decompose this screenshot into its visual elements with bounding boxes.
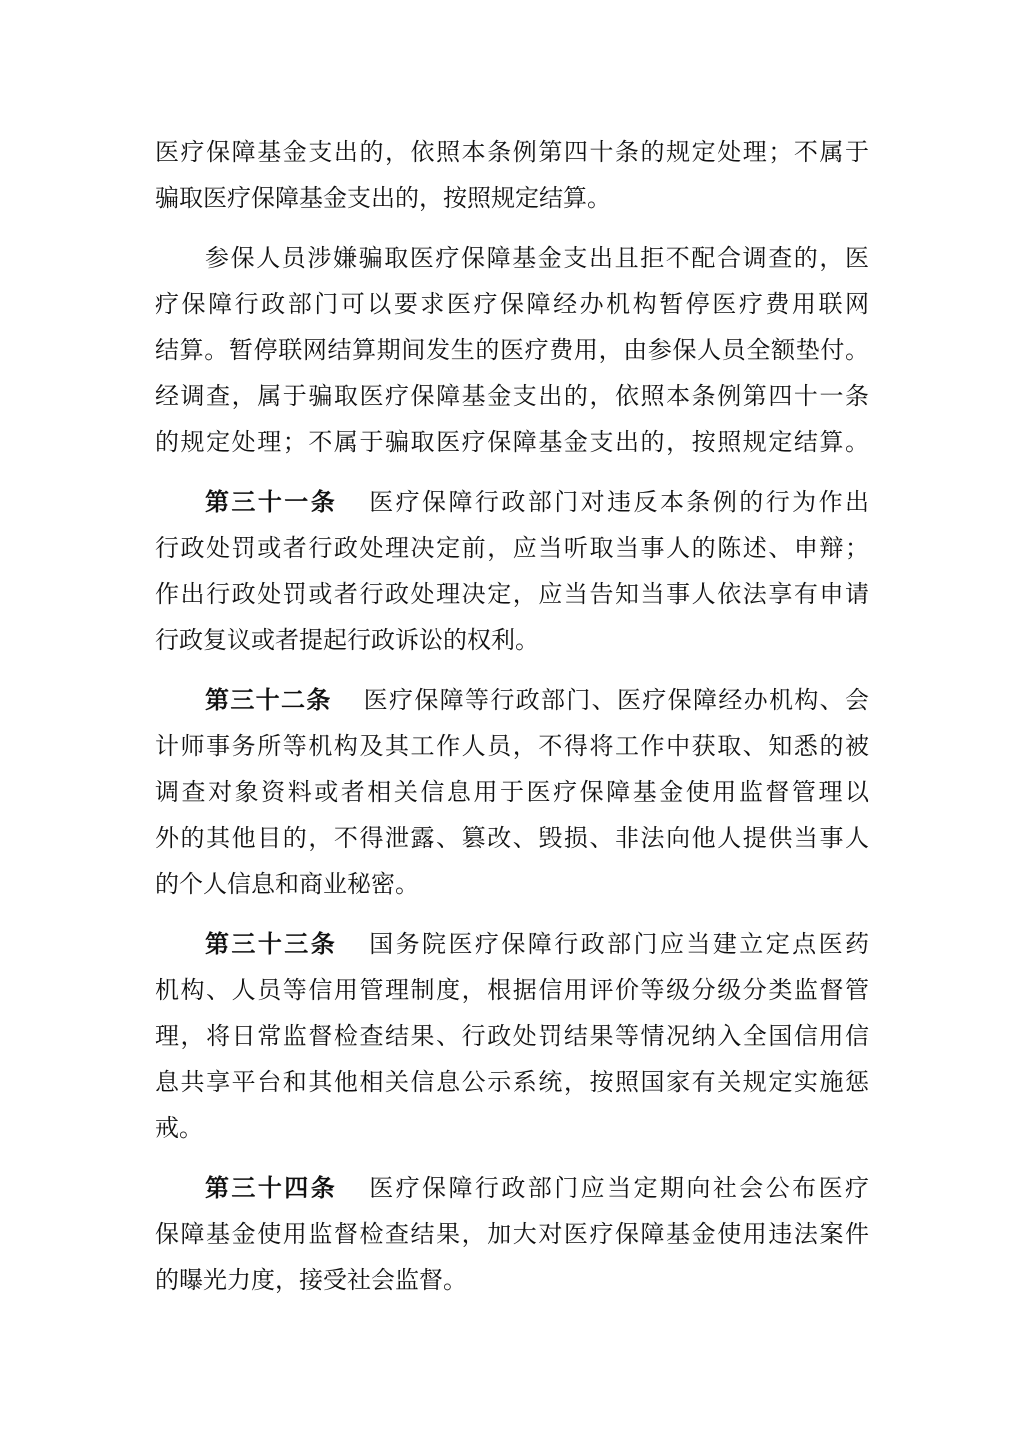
text-line: 医疗保障基金支出的，依照本条例第四十条的规定处理；不属于 xyxy=(155,138,869,166)
text-line: 的规定处理；不属于骗取医疗保障基金支出的，按照规定结算。 xyxy=(155,428,869,456)
text-line: 息共享平台和其他相关信息公示系统，按照国家有关规定实施惩 xyxy=(155,1068,869,1096)
text-line: 戒。 xyxy=(155,1114,203,1142)
paragraph xyxy=(155,235,869,465)
article-paragraph xyxy=(155,921,869,1151)
text-line xyxy=(155,479,869,525)
text-line: 机构、人员等信用管理制度，根据信用评价等级分级分类监督管 xyxy=(155,976,869,1004)
article-text: 国务院医疗保障行政部门应当建立定点医药 xyxy=(369,930,870,958)
text-line xyxy=(155,677,869,723)
paragraph xyxy=(155,129,869,221)
text-line xyxy=(155,921,869,967)
text-line: 的曝光力度，接受社会监督。 xyxy=(155,1266,467,1294)
article-number: 第三十一条 xyxy=(205,488,338,516)
article-paragraph xyxy=(155,677,869,907)
text-line: 行政处罚或者行政处理决定前，应当听取当事人的陈述、申辩； xyxy=(155,534,869,562)
text-line: 行政复议或者提起行政诉讼的权利。 xyxy=(155,626,539,654)
text-line: 骗取医疗保障基金支出的，按照规定结算。 xyxy=(155,184,611,212)
document-page xyxy=(155,129,869,1303)
text-line: 结算。暂停联网结算期间发生的医疗费用，由参保人员全额垫付。 xyxy=(155,336,869,364)
text-line: 疗保障行政部门可以要求医疗保障经办机构暂停医疗费用联网 xyxy=(155,290,869,318)
text-line: 调查对象资料或者相关信息用于医疗保障基金使用监督管理以 xyxy=(155,778,869,806)
text-line: 参保人员涉嫌骗取医疗保障基金支出且拒不配合调查的，医 xyxy=(205,244,869,272)
text-line: 计师事务所等机构及其工作人员，不得将工作中获取、知悉的被 xyxy=(155,732,869,760)
text-line: 作出行政处罚或者行政处理决定，应当告知当事人依法享有申请 xyxy=(155,580,869,608)
article-paragraph xyxy=(155,479,869,663)
text-line xyxy=(155,1165,869,1211)
article-number: 第三十四条 xyxy=(205,1174,338,1202)
article-paragraph xyxy=(155,1165,869,1303)
text-line: 理，将日常监督检查结果、行政处罚结果等情况纳入全国信用信 xyxy=(155,1022,869,1050)
article-number: 第三十二条 xyxy=(205,686,332,714)
article-text: 医疗保障等行政部门、医疗保障经办机构、会 xyxy=(363,686,870,714)
article-text: 医疗保障行政部门对违反本条例的行为作出 xyxy=(369,488,870,516)
text-line: 外的其他目的，不得泄露、篡改、毁损、非法向他人提供当事人 xyxy=(155,824,869,852)
text-line: 的个人信息和商业秘密。 xyxy=(155,870,419,898)
article-text: 医疗保障行政部门应当定期向社会公布医疗 xyxy=(369,1174,870,1202)
article-number: 第三十三条 xyxy=(205,930,338,958)
text-line: 保障基金使用监督检查结果，加大对医疗保障基金使用违法案件 xyxy=(155,1220,869,1248)
text-line: 经调查，属于骗取医疗保障基金支出的，依照本条例第四十一条 xyxy=(155,382,869,410)
